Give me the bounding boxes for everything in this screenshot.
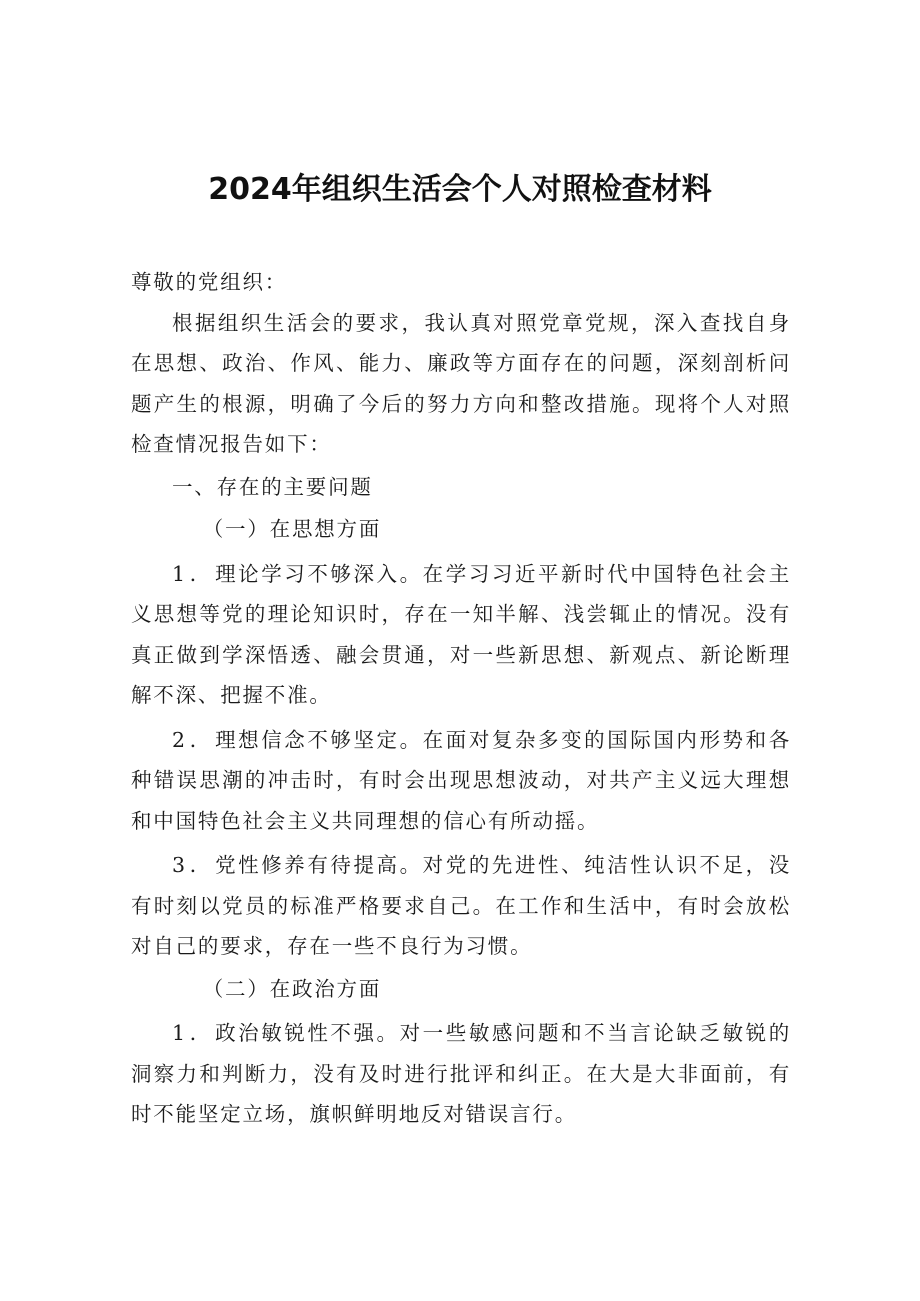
item-number: 3． bbox=[172, 853, 216, 877]
document-title: 2024年组织生活会个人对照检查材料 bbox=[208, 172, 712, 207]
list-item bbox=[131, 554, 791, 716]
item-text: 政治敏锐性不强。对一些敏感问题和不当言论缺乏敏锐的洞察力和判断力，没有及时进行批评和纠正。在大是大非面前，有时不能坚定立场，旗帜鲜明地反对错误言行。 bbox=[131, 1021, 791, 1126]
list-item bbox=[131, 720, 791, 842]
document-body bbox=[131, 262, 791, 1135]
intro-paragraph: 根据组织生活会的要求，我认真对照党章党规，深入查找自身在思想、政治、作风、能力、廉政等方面存在的问题，深刻剖析问题产生的根源，明确了今后的努力方向和整改措施。现将个人对照检查情况报告如下： bbox=[131, 310, 791, 456]
subsection-heading-politics: （二）在政治方面 bbox=[202, 976, 382, 1001]
item-number: 1． bbox=[172, 1021, 216, 1045]
list-item bbox=[131, 845, 791, 967]
item-text: 党性修养有待提高。对党的先进性、纯洁性认识不足，没有时刻以党员的标准严格要求自己。在工作和生活中，有时会放松对自己的要求，存在一些不良行为习惯。 bbox=[131, 853, 791, 958]
subsection-heading-thought: （一）在思想方面 bbox=[202, 517, 382, 541]
section-heading-problems: 一、存在的主要问题 bbox=[172, 474, 373, 499]
item-text: 理想信念不够坚定。在面对复杂多变的国际国内形势和各种错误思潮的冲击时，有时会出现思想波动，对共产主义远大理想和中国特色社会主义共同理想的信心有所动摇。 bbox=[131, 727, 791, 833]
item-number: 1． bbox=[172, 561, 216, 586]
list-item bbox=[131, 1013, 791, 1135]
salutation: 尊敬的党组织： bbox=[131, 270, 288, 294]
item-number: 2． bbox=[172, 727, 216, 752]
item-text: 理论学习不够深入。在学习习近平新时代中国特色社会主义思想等党的理论知识时，存在一知半解、浅尝辄止的情况。没有真正做到学深悟透、融会贯通，对一些新思想、新观点、新论断理解不深、把握不准。 bbox=[131, 561, 791, 707]
